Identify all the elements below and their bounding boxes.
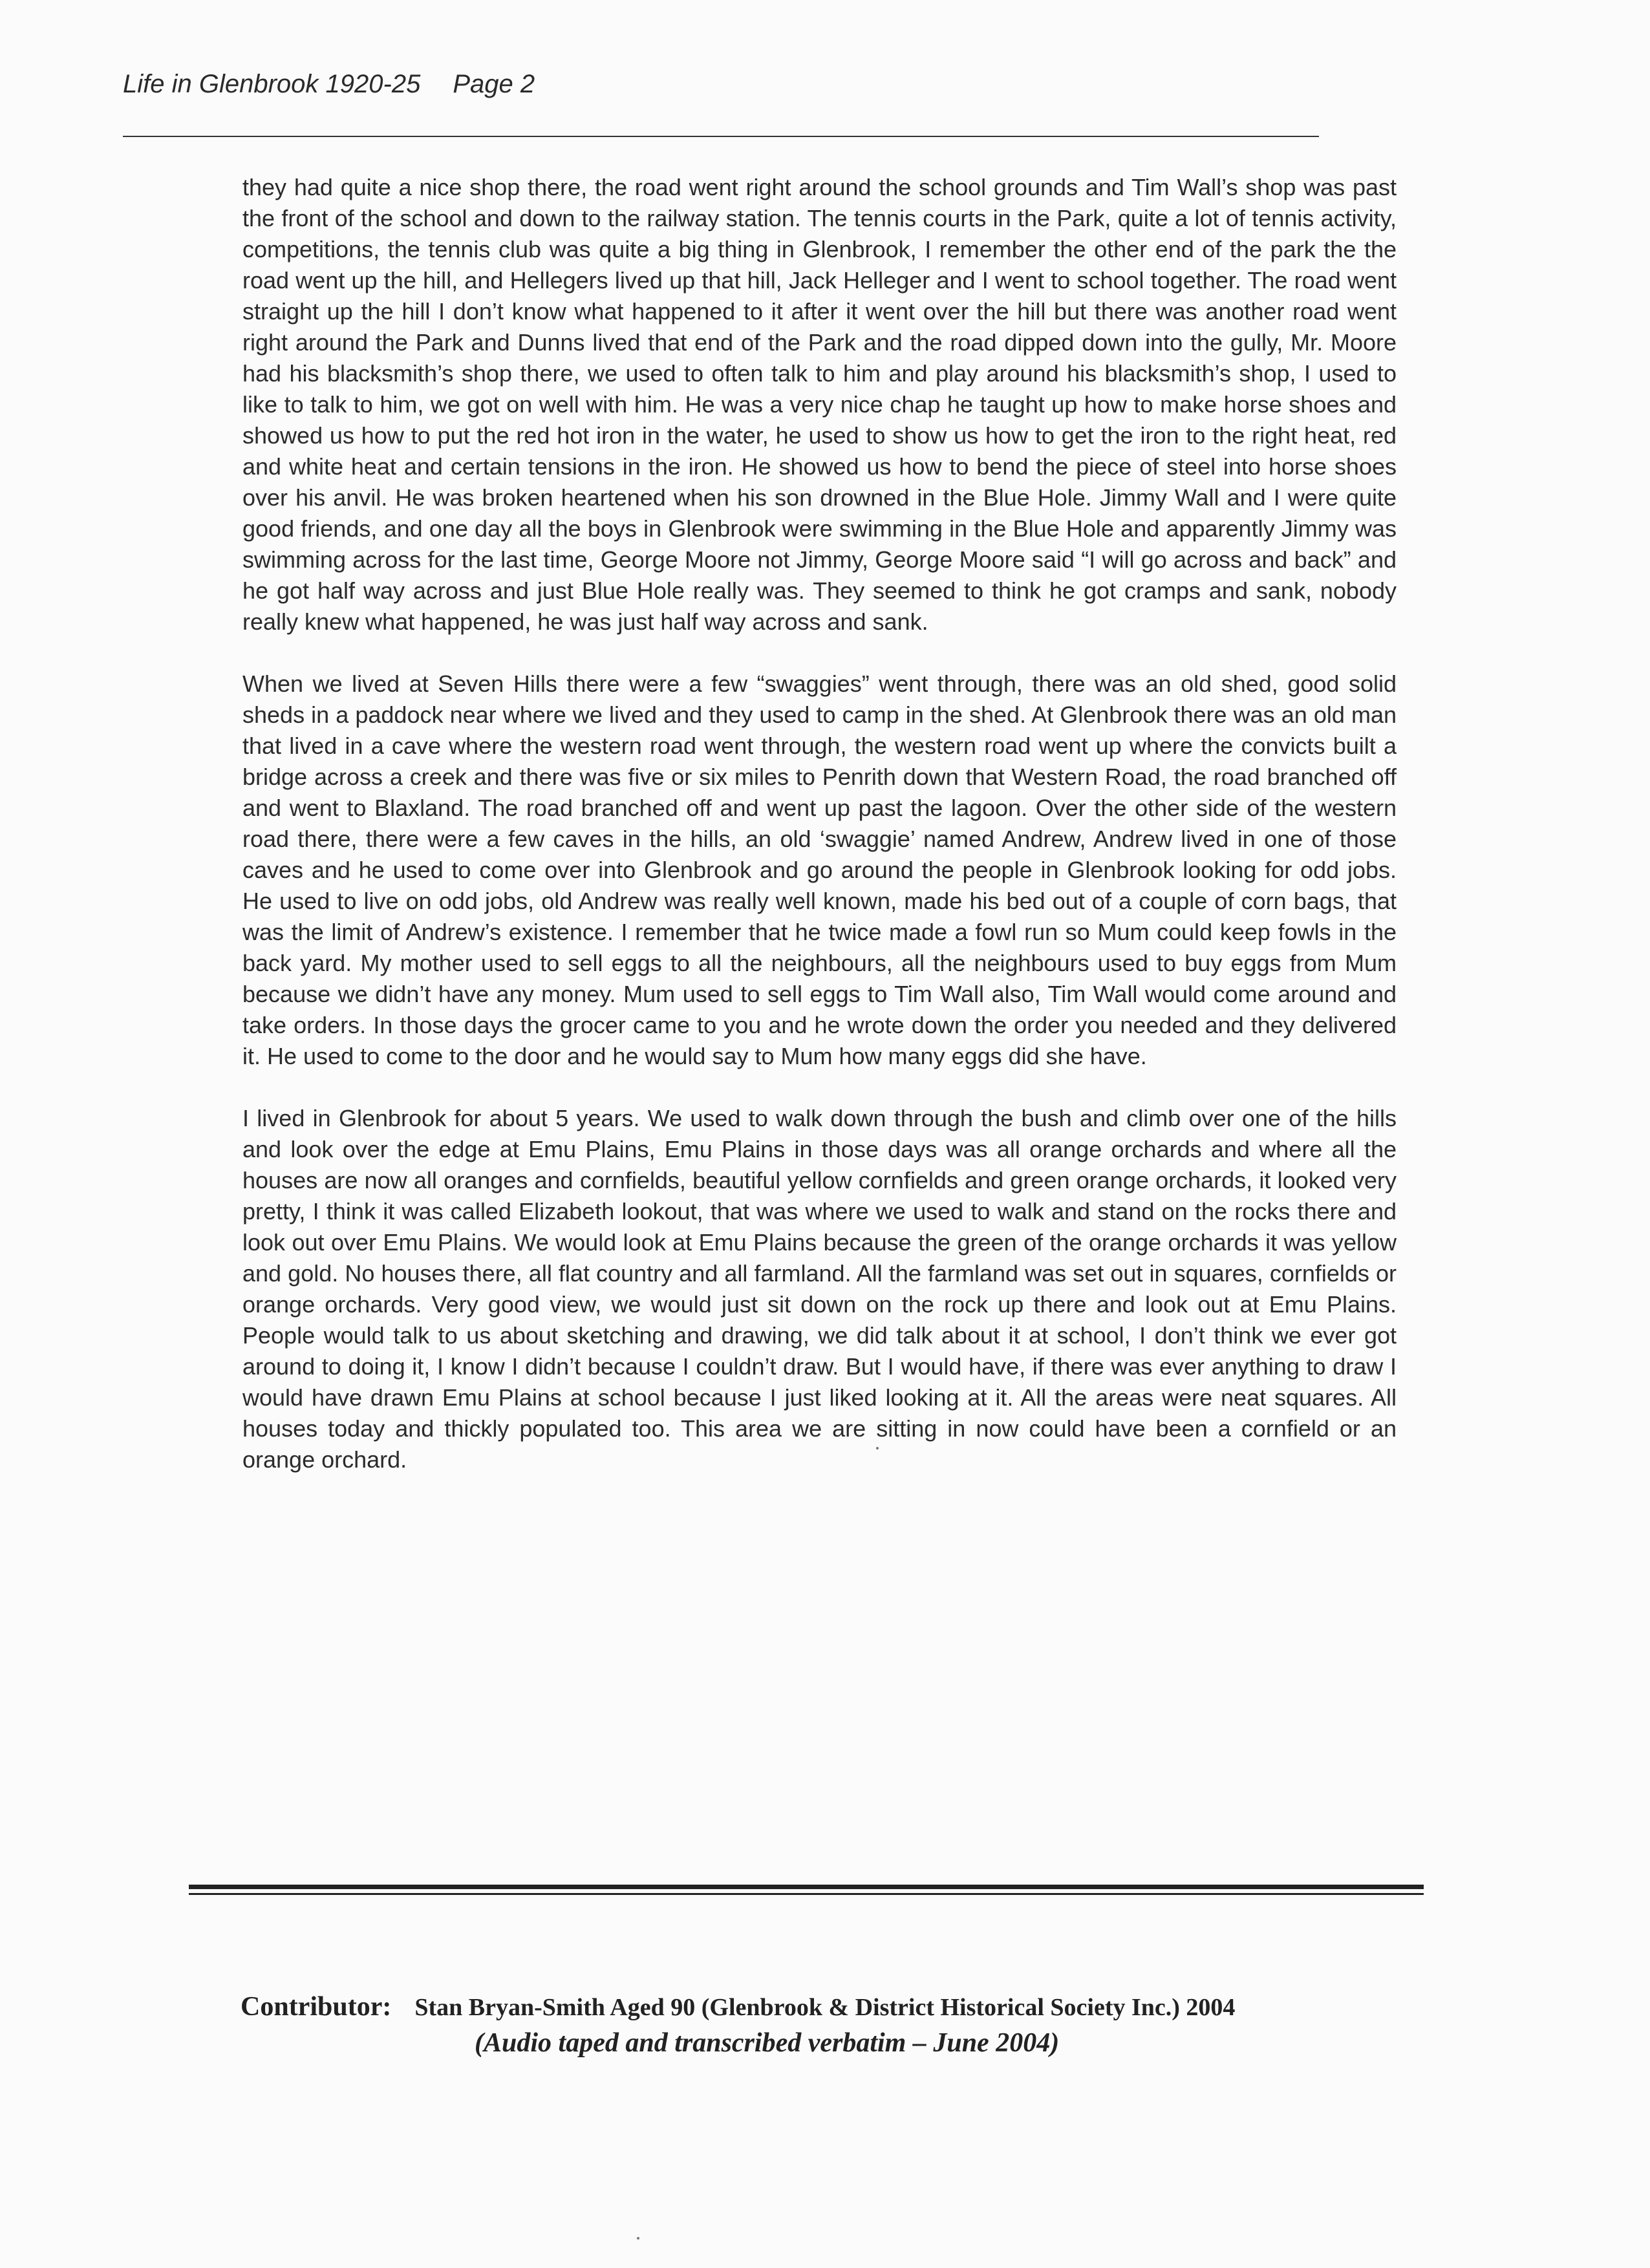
contributor-line <box>241 1991 1404 2023</box>
scan-speck <box>637 2237 639 2240</box>
paragraph: I lived in Glenbrook for about 5 years. We used to walk down through the bush and climb over one of the hills and look over the edge at Emu Plains, Emu Plains in those days was all orange orchards and where all the houses are now all oranges and cornfields, beautiful yellow cornfields and green orange orchards, it looked very pretty, I think it was called Elizabeth lookout, that was where we used to walk and stand on the rocks there and look out over Emu Plains. We would look at Emu Plains because the green of the orange orchards it was yellow and gold. No houses there, all flat country and all farmland. All the farmland was set out in squares, cornfields or orange orchards. Very good view, we would just sit down on the rock up there and look out at Emu Plains. People would talk to us about sketching and drawing, we did talk about it at school, I don’t think we ever got around to doing it, I know I didn’t because I couldn’t draw. But I would have, if there was ever anything to draw I would have drawn Emu Plains at school because I just liked looking at it. All the areas were neat squares. All houses today and thickly populated too. This area we are sitting in now could have been a cornfield or an orange orchard. <box>242 1105 1397 1473</box>
contributor-label: Contributor: <box>241 1992 392 2022</box>
transcription-note: (Audio taped and transcribed verbatim – June 2004) <box>475 2028 1060 2058</box>
header-divider <box>123 136 1319 137</box>
page-header <box>123 70 535 99</box>
header-title: Life in Glenbrook 1920-25 <box>123 70 421 98</box>
paragraph: When we lived at Seven Hills there were a few “swaggies” went through, there was an old shed, good solid sheds in a paddock near where we lived and they used to camp in the shed. At Glenbrook there was an old man that lived in a cave where the western road went through, the western road went up where the convicts built a bridge across a creek and there was five or six miles to Penrith down that Western Road, the road branched off and went to Blaxland. The road branched off and went up past the lagoon. Over the other side of the western road there, there were a few caves in the hills, an old ‘swaggie’ named Andrew, Andrew lived in one of those caves and he used to come over into Glenbrook and go around the people in Glenbrook looking for odd jobs. He used to live on odd jobs, old Andrew was really well known, made his bed out of a couple of corn bags, that was the limit of Andrew’s existence. I remember that he twice made a fowl run so Mum could keep fowls in the back yard. My mother used to sell eggs to all the neighbours, all the neighbours used to buy eggs from Mum because we didn’t have any money. Mum used to sell eggs to Tim Wall also, Tim Wall would come around and take orders. In those days the grocer came to you and he wrote down the order you needed and they delivered it. He used to come to the door and he would say to Mum how many eggs did she have. <box>242 670 1397 1069</box>
contributor-block <box>241 1991 1404 2059</box>
paragraph: they had quite a nice shop there, the road went right around the school grounds and Tim Wall’s shop was past the front of the school and down to the railway station. The tennis courts in the Park, quite a lot of tennis activity, competitions, the tennis club was quite a big thing in Glenbrook, I remember the other end of the park the the road went up the hill, and Hellegers lived up that hill, Jack Helleger and I went to school together. The road went straight up the hill I don’t know what happened to it after it went over the hill but there was another road went right around the Park and Dunns lived that end of the Park and the road dipped down into the gully, Mr. Moore had his blacksmith’s shop there, we used to often talk to him and play around his blacksmith’s shop, I used to like to talk to him, we got on well with him. He was a very nice chap he taught up how to make horse shoes and showed us how to put the red hot iron in the water, he used to show us how to get the iron to the right heat, red and white heat and certain tensions in the iron. He showed us how to bend the piece of steel into horse shoes over his anvil. He was broken heartened when his son drowned in the Blue Hole. Jimmy Wall and I were quite good friends, and one day all the boys in Glenbrook were swimming in the Blue Hole and apparently Jimmy was swimming across for the last time, George Moore not Jimmy, George Moore said “I will go across and back” and he got half way across and just Blue Hole really was. They seemed to think he got cramps and sank, nobody really knew what happened, he was just half way across and sank. <box>242 174 1397 635</box>
scan-speck <box>876 1447 879 1450</box>
footer-rule-thin <box>189 1893 1424 1895</box>
footer-divider <box>189 1885 1424 1895</box>
header-page-number: Page 2 <box>453 70 535 98</box>
body-text <box>242 172 1397 1506</box>
contributor-text: Stan Bryan-Smith Aged 90 (Glenbrook & District Historical Society Inc.) 2004 <box>414 1994 1236 2021</box>
footer-rule-thick <box>189 1885 1424 1889</box>
